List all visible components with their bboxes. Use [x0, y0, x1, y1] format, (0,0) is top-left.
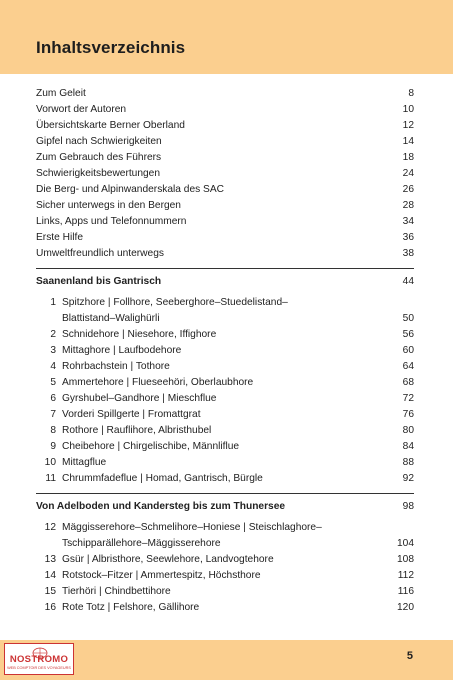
section-divider	[36, 493, 414, 494]
toc-row[interactable]: Vorwort der Autoren 10	[36, 104, 414, 115]
toc-entry[interactable]: 2 Schnidehore | Niesehore, Iffighore 56	[36, 327, 414, 343]
entry-number: 16	[44, 602, 56, 613]
entry-number: 3	[50, 345, 56, 356]
toc-row[interactable]: Zum Geleit 8	[36, 88, 414, 99]
toc-row[interactable]: Sicher unterwegs in den Bergen 28	[36, 200, 414, 211]
toc-entry[interactable]: 1 Spitzhore | Follhore, Seeberghore–Stuedelistand– Blattistand–Walighürli 50	[36, 295, 414, 327]
table-of-contents	[36, 86, 414, 616]
page-number: 5	[406, 650, 413, 662]
entry-number: 5	[50, 377, 56, 388]
entry-number: 14	[44, 570, 56, 581]
toc-entry[interactable]: 7 Vorderi Spillgerte | Fromattgrat 76	[36, 407, 414, 423]
toc-entry[interactable]: 13 Gsür | Albristhore, Seewlehore, Landvogtehore 108	[36, 552, 414, 568]
entry-number: 15	[44, 586, 56, 597]
entry-number: 10	[44, 457, 56, 468]
nostromo-logo	[4, 643, 74, 675]
entry-number: 4	[50, 361, 56, 372]
toc-row[interactable]: Die Berg- und Alpinwanderskala des SAC 26	[36, 184, 414, 195]
entry-number: 11	[45, 473, 56, 484]
logo-subtext: WEB COMPTOIR DES VOYAGEURS	[7, 666, 71, 670]
entry-number: 13	[44, 554, 56, 565]
section-heading[interactable]: Saanenland bis Gantrisch 44	[36, 276, 414, 287]
toc-row[interactable]: Umweltfreundlich unterwegs 38	[36, 248, 414, 259]
toc-entry[interactable]: 8 Rothore | Rauflihore, Albristhubel 80	[36, 423, 414, 439]
toc-entry[interactable]: 6 Gyrshubel–Gandhore | Mieschflue 72	[36, 391, 414, 407]
entry-number: 12	[44, 522, 56, 533]
entry-number: 7	[50, 409, 56, 420]
entry-number: 6	[50, 393, 56, 404]
entry-number: 8	[50, 425, 56, 436]
toc-row[interactable]: Zum Gebrauch des Führers 18	[36, 152, 414, 163]
entry-number: 9	[50, 441, 56, 452]
section-heading[interactable]: Von Adelboden und Kandersteg bis zum Thunersee 98	[36, 501, 414, 512]
toc-entry[interactable]: 14 Rotstock–Fitzer | Ammertespitz, Höchsthore 112	[36, 568, 414, 584]
section-divider	[36, 268, 414, 269]
toc-row[interactable]: Erste Hilfe 36	[36, 232, 414, 243]
toc-entry[interactable]: 16 Rote Totz | Felshore, Gällihore 120	[36, 600, 414, 616]
toc-row[interactable]: Gipfel nach Schwierigkeiten 14	[36, 136, 414, 147]
toc-entry[interactable]: 10 Mittagflue 88	[36, 455, 414, 471]
toc-entry[interactable]: 11 Chrummfadeflue | Homad, Gantrisch, Bürgle 92	[36, 471, 414, 487]
toc-entry[interactable]: 3 Mittaghore | Laufbodehore 60	[36, 343, 414, 359]
toc-row[interactable]: Übersichtskarte Berner Oberland 12	[36, 120, 414, 131]
page-title: Inhaltsverzeichnis	[36, 38, 186, 57]
entry-number: 2	[50, 329, 56, 340]
logo-text: NOSTROMO	[9, 654, 69, 665]
toc-entry[interactable]: 9 Cheibehore | Chirgelischibe, Männliflue 84	[36, 439, 414, 455]
toc-entry[interactable]: 5 Ammertehore | Flueseehöri, Oberlaubhore 68	[36, 375, 414, 391]
toc-entry[interactable]: 12 Mäggisserehore–Schmelihore–Honiese | Steischlaghore– Tschipparällehore–Mäggisserehore 104	[36, 520, 414, 552]
toc-row[interactable]: Schwierigkeitsbewertungen 24	[36, 168, 414, 179]
entry-number: 1	[50, 297, 56, 308]
header-band	[0, 0, 453, 74]
toc-row[interactable]: Links, Apps und Telefonnummern 34	[36, 216, 414, 227]
toc-entry[interactable]: 4 Rohrbachstein | Tothore 64	[36, 359, 414, 375]
toc-entry[interactable]: 15 Tierhöri | Chindbettihore 116	[36, 584, 414, 600]
